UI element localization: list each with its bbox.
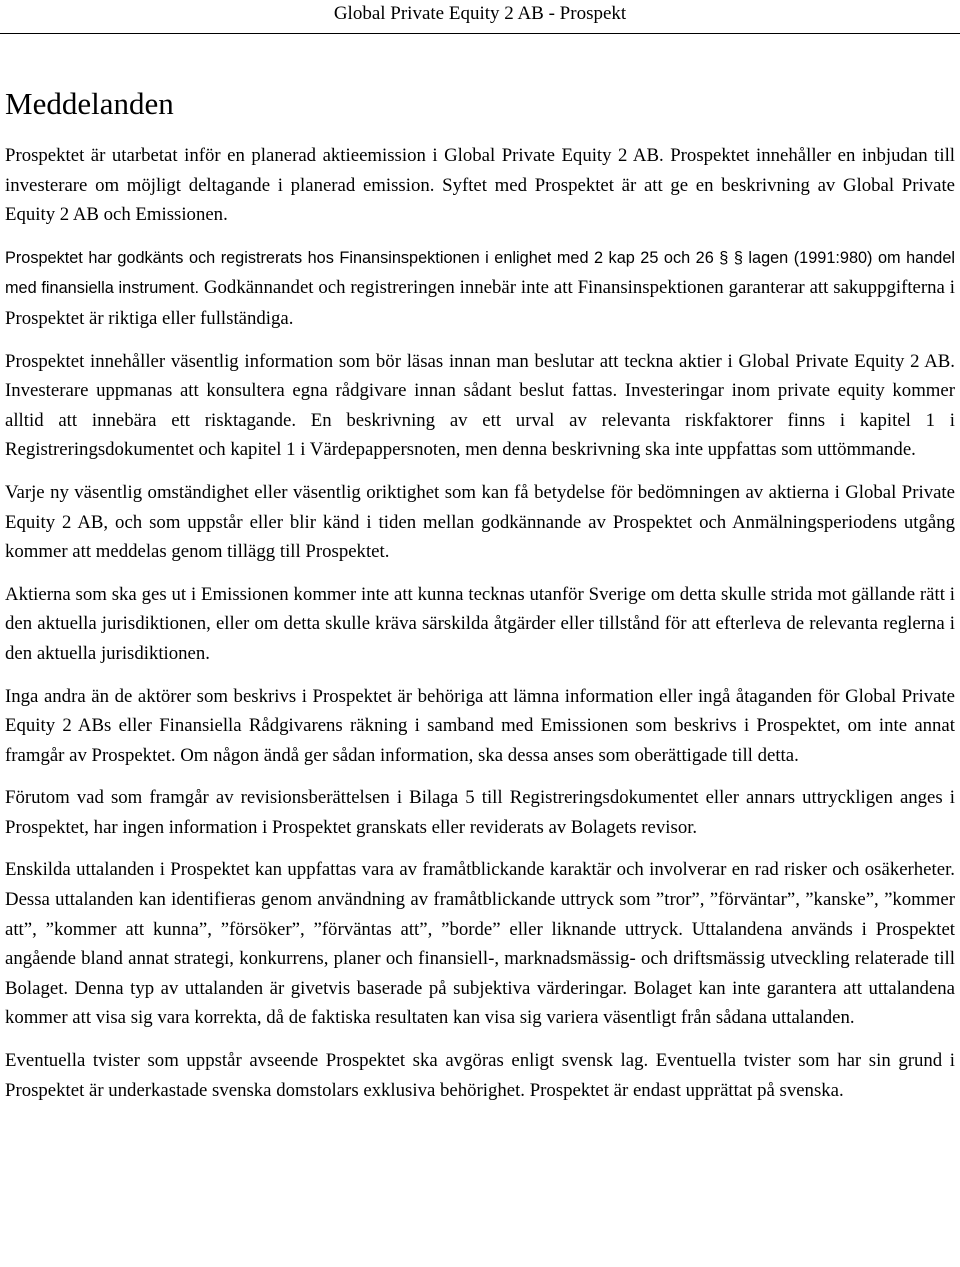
paragraph-audit: Förutom vad som framgår av revisionsberättelsen i Bilaga 5 till Registreringsdokumentet eller annars uttryckligen anges i Prospektet, har ingen information i Prospektet granskats eller reviderats av Bolagets revisor.: [5, 787, 955, 838]
paragraph-approval-registration: Prospektet har godkänts och registrerats hos Finansinspektionen i enlighet med 2 kap 25 och 26 § § lagen (1991:980) om handel med finansiella instrument.: [5, 248, 955, 298]
paragraph-forward-looking: Enskilda uttalanden i Prospektet kan uppfattas vara av framåtblickande karaktär och involverar en rad risker och osäkerheter. Dessa uttalanden kan identifieras genom användning av framåtblickande uttryck som ”tror”, ”förväntar”, ”kanske”, ”kommer att”, ”kommer att kunna”, ”försöker”, ”förväntas att”, ”borde” eller liknande uttryck. Uttalandena används i Prospektet angående bland annat strategi, konkurrens, planer och finansiell-, marknadsmässig- och driftsmässig utveckling relaterade till Bolaget. Denna typ av uttalanden är givetvis baserade på subjektiva värderingar. Bolaget kan inte garantera att uttalandena kommer att visa sig vara korrekta, då de faktiska resultaten kan visa sig variera väsentligt från sådana uttalanden.: [5, 859, 955, 1029]
running-header: Global Private Equity 2 AB - Prospekt: [333, 3, 627, 24]
paragraph-approval-disclaimer: Godkännandet och registreringen innebär inte att Finansinspektionen garanterar att sakuppgifterna i Prospektet är riktiga eller fullständiga.: [5, 277, 955, 329]
paragraph-disputes: Eventuella tvister som uppstår avseende Prospektet ska avgöras enligt svensk lag. Eventuella tvister som har sin grund i Prospektet är underkastade svenska domstolars exklusiva behörighet. Prospektet är endast upprättat på svenska.: [5, 1050, 955, 1101]
document-body: [5, 141, 955, 1118]
paragraph-intro: Prospektet är utarbetat inför en planerad aktieemission i Global Private Equity 2 AB. Prospektet innehåller en inbjudan till investerare om möjligt deltagande i planerad emission. Syftet med Prospektet är att ge en beskrivning av Global Private Equity 2 AB och Emissionen.: [5, 145, 955, 226]
header-divider: [0, 33, 960, 34]
paragraph-authorized-parties: Inga andra än de aktörer som beskrivs i Prospektet är behöriga att lämna information eller ingå åtaganden för Global Private Equity 2 ABs eller Finansiella Rådgivarens räkning i samband med Emissionen som beskrivs i Prospektet, om inte annat framgår av Prospektet. Om någon ändå ger sådan information, ska dessa anses som oberättigade till detta.: [5, 685, 955, 766]
paragraph-supplements: Varje ny väsentlig omständighet eller väsentlig oriktighet som kan få betydelse för bedömningen av aktierna i Global Private Equity 2 AB, och som uppstår eller blir känd i tiden mellan godkännande av Prospektet och Anmälningsperiodens utgång kommer att meddelas genom tillägg till Prospektet.: [5, 481, 955, 563]
page-title: Meddelanden: [5, 86, 174, 121]
paragraph-risk: Prospektet innehåller väsentlig information som bör läsas innan man beslutar att teckna aktier i Global Private Equity 2 AB. Investerare uppmanas att konsultera egna rådgivare innan sådant beslut fattas. Investeringar inom private equity kommer alltid att innebära ett risktagande. En beskrivning av ett urval av relevanta riskfaktorer finns i kapitel 1 i Registreringsdokumentet och kapitel 1 i Värdepappersnoten, men denna beskrivning ska inte uppfattas som uttömmande.: [5, 350, 955, 461]
paragraph-jurisdiction: Aktierna som ska ges ut i Emissionen kommer inte att kunna tecknas utanför Sverige om detta skulle strida mot gällande rätt i den aktuella jurisdiktionen, eller om detta skulle kräva särskilda åtgärder eller tillstånd för att efterleva de relevanta reglerna i den aktuella jurisdiktionen.: [5, 583, 955, 664]
paragraph-approval: [5, 243, 955, 334]
